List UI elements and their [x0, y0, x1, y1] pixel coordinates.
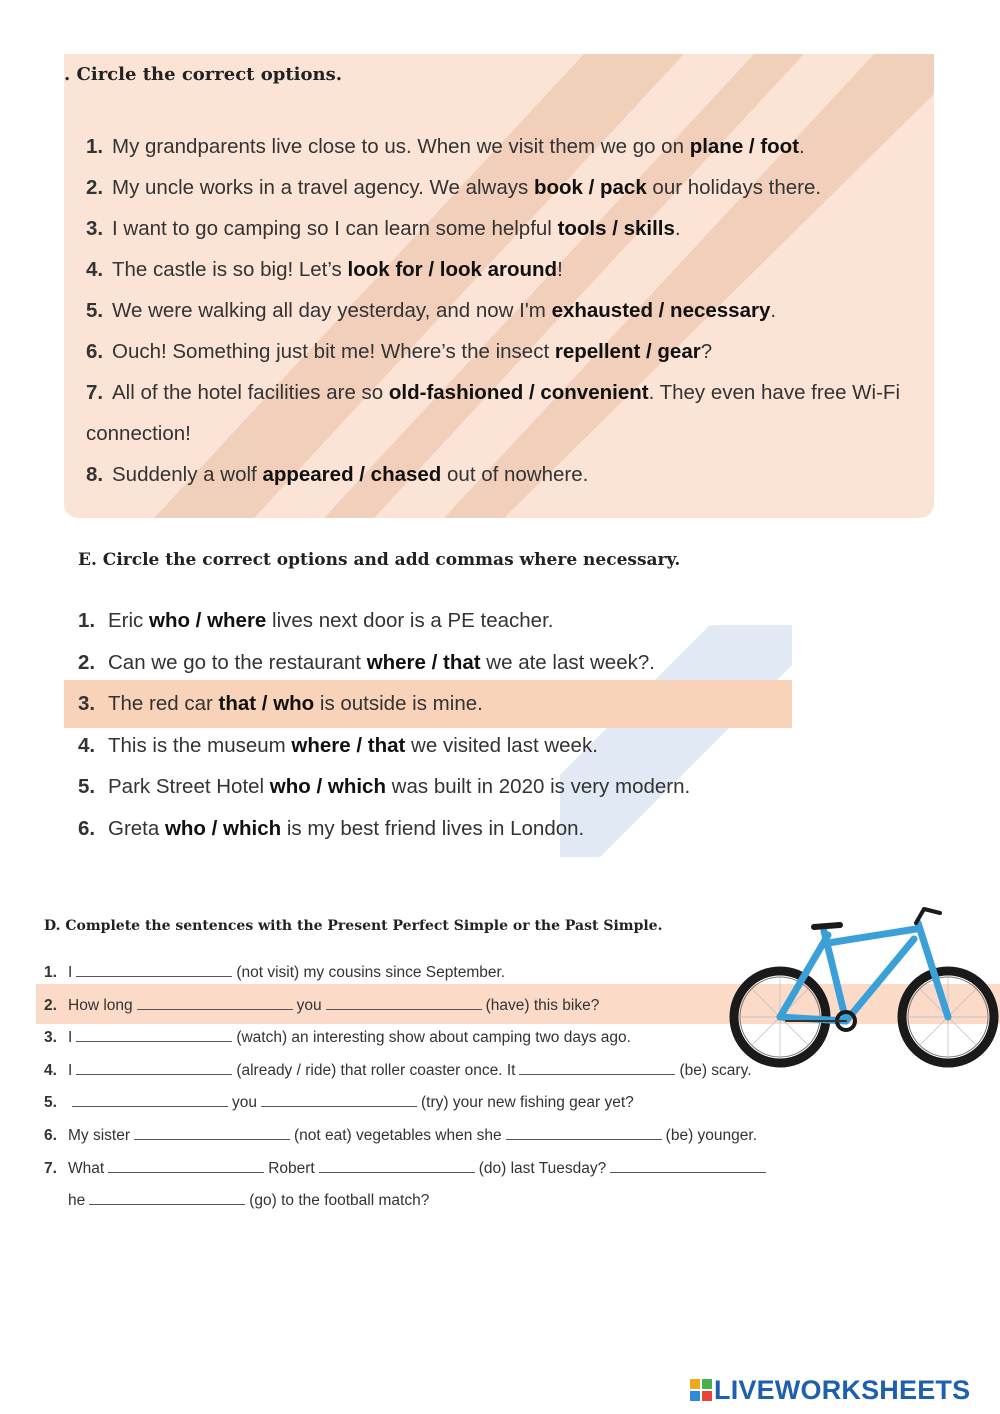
- sentence-text: Greta: [108, 816, 165, 840]
- list-item: [86, 331, 926, 372]
- sentence-text: (try) your new fishing gear yet?: [421, 1094, 634, 1112]
- sentence-text: Park Street Hotel: [108, 775, 270, 799]
- sentence-text: you: [296, 996, 322, 1014]
- sentence-text: out of nowhere.: [441, 463, 589, 486]
- question-list: [78, 600, 798, 850]
- answer-blank[interactable]: [137, 1008, 293, 1010]
- answer-options[interactable]: look for / look around: [347, 258, 558, 281]
- answer-blank[interactable]: [319, 1171, 475, 1173]
- item-number: 2.: [86, 176, 104, 199]
- sentence-text: How long: [68, 996, 133, 1014]
- sentence-text: lives next door is a PE teacher.: [266, 609, 554, 632]
- sentence-text: we visited last week.: [405, 733, 598, 757]
- sentence-text: (not visit) my cousins since September.: [236, 964, 506, 981]
- item-number: 2.: [44, 996, 57, 1014]
- answer-blank[interactable]: [326, 1008, 482, 1010]
- sentence-text: My sister: [68, 1126, 130, 1144]
- answer-blank[interactable]: [261, 1105, 417, 1107]
- section-title: E. Circle the correct options and add commas where necessary.: [78, 550, 681, 570]
- sentence-text: (go) to the football match?: [249, 1192, 430, 1210]
- item-number: 1.: [44, 964, 57, 981]
- sentence-text: I: [68, 1061, 73, 1079]
- answer-options[interactable]: where / that: [366, 650, 481, 674]
- bicycle-image: [728, 905, 1000, 1085]
- list-item: [86, 208, 926, 249]
- answer-options[interactable]: old-fashioned / convenient: [388, 381, 649, 404]
- sentence-text: .: [799, 135, 805, 158]
- item-number: 6.: [86, 340, 104, 363]
- item-number: 8.: [86, 463, 104, 486]
- answer-blank[interactable]: [76, 975, 232, 977]
- sentence-text: . They even have free Wi-Fi connection!: [86, 381, 900, 445]
- answer-blank[interactable]: [76, 1040, 232, 1042]
- answer-blank[interactable]: [610, 1171, 766, 1173]
- list-item: [44, 1120, 864, 1153]
- item-number: 6.: [78, 816, 96, 840]
- sentence-text: My grandparents live close to us. When we visit them we go on: [112, 135, 690, 158]
- answer-options[interactable]: who / which: [269, 775, 386, 799]
- sentence-text: was built in 2020 is very modern.: [385, 775, 691, 799]
- answer-options[interactable]: plane / foot: [689, 135, 800, 158]
- sentence-text: Suddenly a wolf: [112, 463, 263, 486]
- sentence-text: (do) last Tuesday?: [478, 1159, 607, 1177]
- sentence-text: The red car: [108, 692, 219, 716]
- sentence-text: My uncle works in a travel agency. We always: [112, 176, 534, 199]
- sentence-text: All of the hotel facilities are so: [112, 381, 389, 404]
- item-number: 4.: [44, 1061, 57, 1079]
- question-list: [86, 126, 926, 495]
- item-number: 5.: [86, 299, 104, 322]
- list-item: [78, 766, 798, 808]
- sentence-text: (have) this bike?: [485, 996, 600, 1014]
- item-number: 7.: [44, 1159, 57, 1177]
- answer-options[interactable]: where / that: [291, 733, 406, 757]
- item-number: 6.: [44, 1126, 57, 1144]
- item-number: 2.: [78, 650, 96, 674]
- answer-options[interactable]: who / which: [164, 816, 282, 840]
- sentence-text: is outside is mine.: [314, 692, 483, 716]
- item-number: 3.: [44, 1029, 57, 1047]
- sentence-text: The castle is so big! Let’s: [112, 258, 348, 281]
- item-number: 1.: [78, 609, 96, 632]
- sentence-text: ?: [700, 340, 713, 363]
- item-number: 1.: [86, 135, 104, 158]
- sentence-text: We were walking all day yesterday, and now I'm: [112, 299, 552, 322]
- logo-blocks-icon: [690, 1379, 712, 1401]
- sentence-text: he: [68, 1192, 86, 1210]
- sentence-text: we ate last week?.: [480, 650, 655, 674]
- answer-blank[interactable]: [134, 1138, 290, 1140]
- list-item: [44, 1087, 864, 1120]
- list-item: [86, 126, 926, 167]
- item-number: 3.: [86, 217, 104, 240]
- sentence-text: !: [557, 258, 563, 281]
- sentence-text: I: [68, 964, 73, 981]
- answer-blank[interactable]: [108, 1171, 264, 1173]
- item-number: 5.: [44, 1094, 57, 1112]
- item-number: 7.: [86, 381, 104, 404]
- liveworksheets-logo: [690, 1374, 970, 1406]
- sentence-text: .: [770, 299, 777, 322]
- sentence-text: Ouch! Something just bit me! Where’s the insect: [112, 340, 555, 363]
- sentence-text: is my best friend lives in London.: [281, 816, 585, 840]
- sentence-text: This is the museum: [108, 733, 292, 757]
- sentence-text: you: [232, 1094, 257, 1112]
- list-item: [86, 167, 926, 208]
- list-item: [78, 600, 798, 642]
- item-number: 5.: [78, 775, 96, 799]
- answer-blank[interactable]: [506, 1138, 662, 1140]
- sentence-text: I: [68, 1029, 73, 1047]
- sentence-text: Can we go to the restaurant: [108, 650, 367, 674]
- logo-text: LIVEWORKSHEETS: [714, 1374, 971, 1405]
- item-number: 4.: [86, 258, 104, 281]
- section-title: D. Complete the sentences with the Present Perfect Simple or the Past Simple.: [44, 918, 663, 934]
- answer-blank[interactable]: [519, 1073, 675, 1075]
- section-title: . Circle the correct options.: [64, 64, 342, 85]
- list-item: [86, 454, 926, 495]
- sentence-text: (already / ride) that roller coaster once. It: [236, 1061, 516, 1079]
- sentence-text: (be) younger.: [665, 1126, 758, 1144]
- answer-blank[interactable]: [76, 1073, 232, 1075]
- list-item: [78, 725, 798, 767]
- answer-options[interactable]: appeared / chased: [262, 463, 442, 486]
- answer-options[interactable]: tools / skills: [557, 217, 675, 240]
- continuation-line: [44, 1185, 864, 1218]
- list-item: [86, 249, 926, 290]
- answer-blank[interactable]: [72, 1105, 228, 1107]
- answer-options[interactable]: who / where: [149, 609, 267, 632]
- list-item: [86, 372, 926, 454]
- item-number: 3.: [78, 692, 96, 716]
- answer-options[interactable]: repellent / gear: [554, 340, 701, 363]
- sentence-text: (not eat) vegetables when she: [294, 1126, 502, 1144]
- answer-options[interactable]: book / pack: [533, 176, 647, 199]
- item-number: 4.: [78, 733, 96, 757]
- answer-options[interactable]: that / who: [218, 692, 315, 716]
- list-item: [86, 290, 926, 331]
- sentence-text: our holidays there.: [646, 176, 822, 199]
- sentence-text: What: [68, 1159, 105, 1177]
- list-item: [78, 808, 798, 850]
- sentence-text: .: [674, 217, 681, 240]
- sentence-text: (be) scary.: [679, 1061, 752, 1079]
- answer-blank[interactable]: [89, 1203, 245, 1205]
- answer-options[interactable]: exhausted / necessary: [551, 299, 771, 322]
- sentence-text: Robert: [268, 1159, 315, 1177]
- list-item: [44, 1153, 864, 1218]
- sentence-text: I want to go camping so I can learn some helpful: [112, 217, 558, 240]
- sentence-text: (watch) an interesting show about camping two days ago.: [236, 1029, 631, 1047]
- sentence-text: Eric: [108, 609, 149, 632]
- exercise-panel-1: [64, 54, 934, 518]
- list-item: [78, 683, 798, 725]
- list-item: [78, 642, 798, 684]
